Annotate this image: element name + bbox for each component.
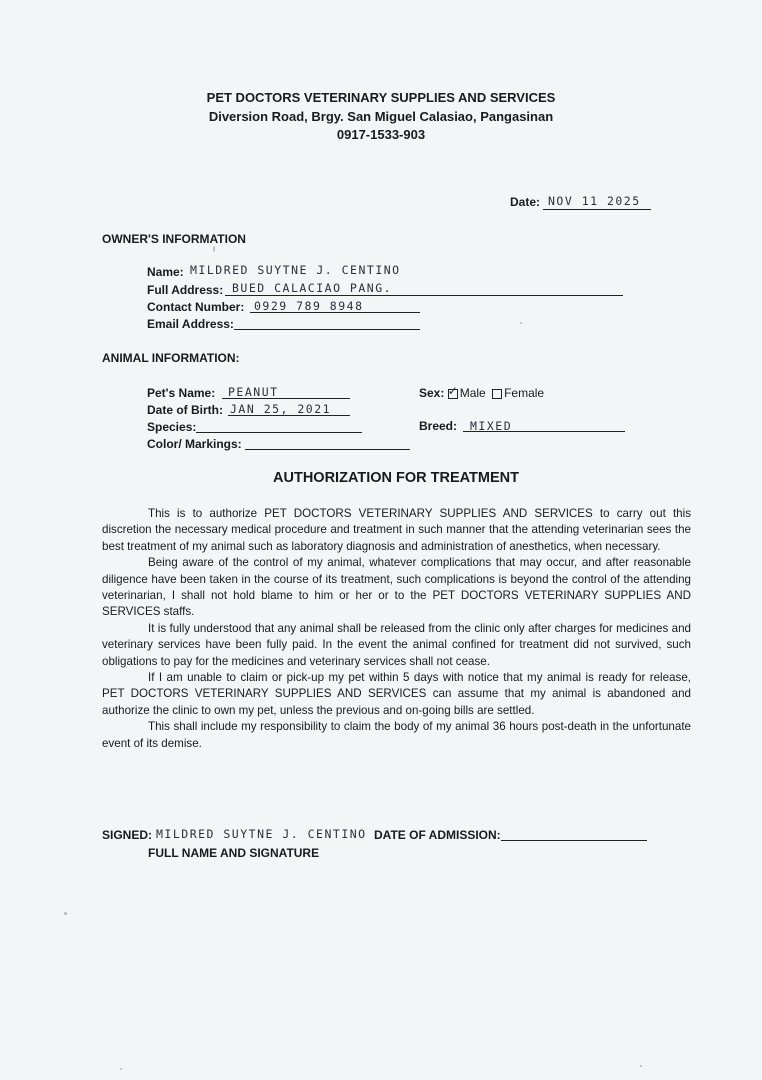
sex-field xyxy=(419,383,545,400)
species-line xyxy=(196,432,362,433)
authorization-paragraph: This is to authorize PET DOCTORS VETERINARY SUPPLIES AND SERVICES to carry out this discretion the necessary medical procedure and treatment in such manner that the attending veterinarian sees the best treatment of my animal such as laboratory diagnosis and administration of anesthetics, when necessary. xyxy=(102,507,691,553)
scan-speck xyxy=(640,1065,642,1067)
admission-label: DATE OF ADMISSION: xyxy=(374,828,501,842)
signed-value: MILDRED SUYTNE J. CENTINO xyxy=(156,827,367,841)
owner-address-label: Full Address: xyxy=(147,283,224,297)
male-option-label: Male xyxy=(459,386,486,400)
scan-speck xyxy=(64,912,67,915)
owner-email-label: Email Address: xyxy=(147,317,234,331)
owner-address-line xyxy=(225,295,623,296)
signed-label: SIGNED: xyxy=(102,828,153,842)
pet-name-label: Pet's Name: xyxy=(147,386,216,400)
species-label: Species: xyxy=(147,420,197,434)
authorization-body xyxy=(102,506,691,752)
scan-speck xyxy=(213,246,215,252)
breed-label: Breed: xyxy=(419,419,458,433)
company-phone: 0917-1533-903 xyxy=(336,127,426,142)
animal-section-title: ANIMAL INFORMATION: xyxy=(102,351,240,365)
owner-name-value: MILDRED SUYTNE J. CENTINO xyxy=(190,263,401,277)
owner-address-value: BUED CALACIAO PANG. xyxy=(232,281,393,295)
female-option-label: Female xyxy=(504,386,545,400)
company-address: Diversion Road, Brgy. San Miguel Calasiao, Pangasinan xyxy=(208,109,554,124)
scan-speck xyxy=(120,1068,122,1070)
signature-caption: FULL NAME AND SIGNATURE xyxy=(148,846,320,860)
owner-email-line xyxy=(234,329,420,330)
owner-section-title: OWNER'S INFORMATION xyxy=(102,232,246,246)
check-icon: ✓ xyxy=(447,383,458,398)
pet-name-value: PEANUT xyxy=(228,385,279,399)
date-line xyxy=(543,209,651,210)
authorization-title: AUTHORIZATION FOR TREATMENT xyxy=(273,470,519,486)
female-checkbox[interactable] xyxy=(492,389,502,399)
dob-value: JAN 25, 2021 xyxy=(230,402,332,416)
dob-label: Date of Birth: xyxy=(147,403,223,417)
date-value: NOV 11 2025 xyxy=(548,194,641,208)
color-line xyxy=(245,449,410,450)
authorization-paragraph: This shall include my responsibility to claim the body of my animal 36 hours post-death in the unfortunate event of its demise. xyxy=(102,720,691,750)
company-name: PET DOCTORS VETERINARY SUPPLIES AND SERVICES xyxy=(206,90,556,105)
male-checkbox[interactable] xyxy=(447,383,458,399)
admission-line xyxy=(501,840,647,841)
breed-value: MIXED xyxy=(470,419,513,433)
owner-contact-value: 0929 789 8948 xyxy=(254,299,364,313)
scan-speck xyxy=(520,322,522,324)
date-label: Date: xyxy=(510,195,541,209)
owner-name-label: Name: xyxy=(147,265,184,279)
authorization-paragraph: If I am unable to claim or pick-up my pet within 5 days with notice that my animal is ready for release, PET DOCTORS VETERINARY SUPPLIES AND SERVICES can assume that my animal is abandoned and authorize the clinic to own my pet, unless the previous and on-going bills are settled. xyxy=(102,671,691,717)
owner-contact-label: Contact Number: xyxy=(147,300,245,314)
sex-label: Sex: xyxy=(419,386,445,400)
color-label: Color/ Markings: xyxy=(147,437,242,451)
authorization-paragraph: Being aware of the control of my animal, whatever complications that may occur, and after reasonable diligence have been taken in the course of its treatment, such complications is beyond the control of the attending veterinarian, I shall not hold blame to him or her or to the PET DOCTORS VETERINARY SUPPLIES AND SERVICES staffs. xyxy=(102,556,691,619)
authorization-paragraph: It is fully understood that any animal shall be released from the clinic only after charges for medicines and veterinary services have been fully paid. In the event the animal confined for treatment did not survived, such obligations to pay for the medicines and veterinary services shall not cease. xyxy=(102,621,691,668)
